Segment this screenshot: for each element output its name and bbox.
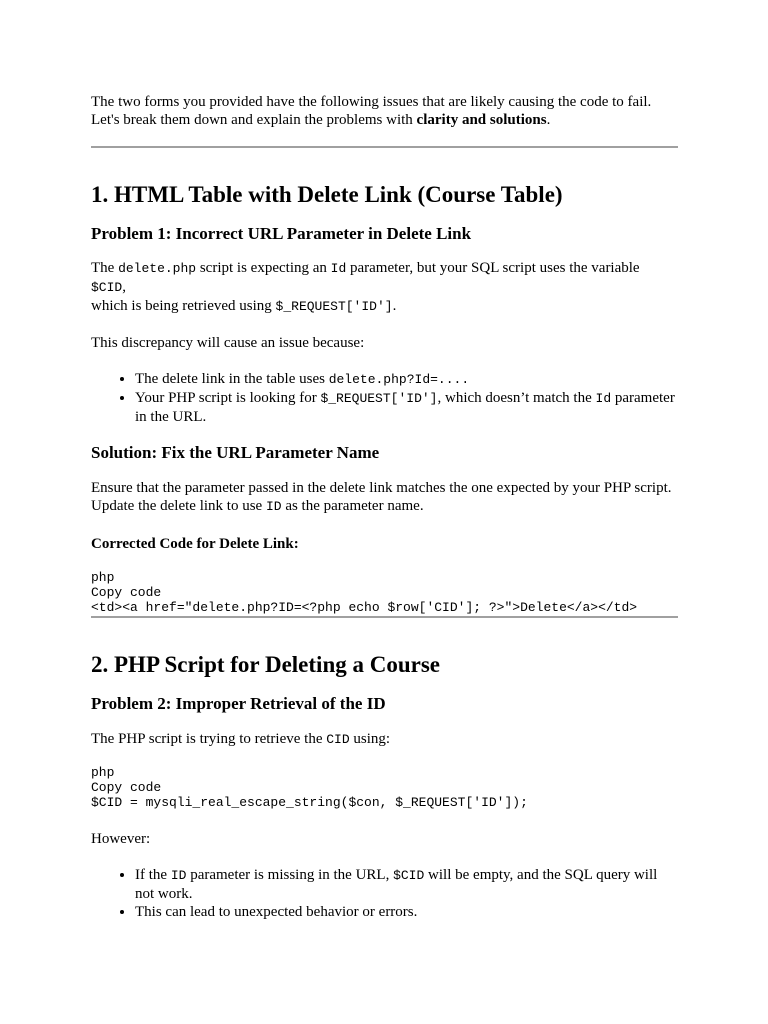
inline-code: CID [326,732,350,747]
section-1-title: 1. HTML Table with Delete Link (Course Table) [91,182,563,207]
text: using: [349,731,391,747]
text: in the URL. [135,409,207,425]
inline-code: Id [595,391,612,406]
code-block [91,765,678,810]
corrected-code-heading: Corrected Code for Delete Link: [91,536,299,552]
text: The delete link in the table uses [135,371,329,387]
problem-1-heading: Problem 1: Incorrect URL Parameter in Delete Link [91,224,472,243]
text: not work. [135,886,193,902]
text: as the parameter name. [281,498,424,514]
problem-2-bullet-list [91,866,678,921]
code-block [91,570,678,615]
intro-text: The two forms you provided have the following issues that are likely causing the code to fail. [91,94,652,110]
intro-emphasis: clarity and solutions [416,112,547,128]
text: parameter is missing in the URL, [186,867,394,883]
problem-1-bullet-list [91,370,678,426]
text: The [91,260,119,276]
intro-line-2 [91,111,678,129]
inline-code: delete.php [118,261,197,276]
text: which is being retrieved using [91,298,276,314]
copy-code-button[interactable]: Copy code [91,585,162,600]
inline-code: ID [265,499,282,514]
section-divider [91,146,678,148]
inline-code: delete.php?Id=.... [328,372,470,387]
copy-code-button[interactable]: Copy code [91,780,162,795]
problem-2-paragraph [91,730,678,749]
text: , which doesn’t match the [437,390,596,406]
code-line: <td><a href="delete.php?ID=<?php echo $row['CID']; ?>">Delete</a></td> [91,600,638,615]
text: . [392,298,397,314]
problem-1-paragraph [91,259,678,316]
however-paragraph: However: [91,831,151,847]
list-item [135,370,678,389]
list-item [135,866,678,903]
text: The PHP script is trying to retrieve the [91,731,327,747]
inline-code: $CID [393,868,425,883]
code-language-label: php [91,765,115,780]
text: parameter, but your SQL script uses the variable [346,260,640,276]
inline-code: $CID [91,280,123,295]
intro-text-prefix: Let's break them down and explain the problems with [91,112,417,128]
solution-heading: Solution: Fix the URL Parameter Name [91,443,380,462]
inline-code: Id [330,261,347,276]
text: Your PHP script is looking for [135,390,321,406]
list-item [135,903,678,921]
document-page [91,93,678,921]
problem-2-heading: Problem 2: Improper Retrieval of the ID [91,694,386,713]
discrepancy-paragraph: This discrepancy will cause an issue because: [91,335,365,351]
inline-code: $_REQUEST['ID'] [320,391,438,406]
intro-text-suffix: . [546,112,551,128]
text: Ensure that the parameter passed in the delete link matches the one expected by your PHP script. [91,480,672,496]
inline-code: $_REQUEST['ID'] [275,299,393,314]
text: parameter [611,390,675,406]
text: script is expecting an [196,260,331,276]
text: Update the delete link to use [91,498,266,514]
text: This can lead to unexpected behavior or errors. [135,904,418,920]
list-item [135,389,678,426]
intro-line-1 [91,93,678,111]
text: will be empty, and the SQL query will [424,867,658,883]
text: , [122,279,126,295]
code-language-label: php [91,570,115,585]
solution-paragraph [91,479,678,516]
text: If the [135,867,171,883]
code-line: $CID = mysqli_real_escape_string($con, $_REQUEST['ID']); [91,795,528,810]
section-2-title: 2. PHP Script for Deleting a Course [91,652,440,677]
section-divider [91,616,678,618]
inline-code: ID [170,868,187,883]
